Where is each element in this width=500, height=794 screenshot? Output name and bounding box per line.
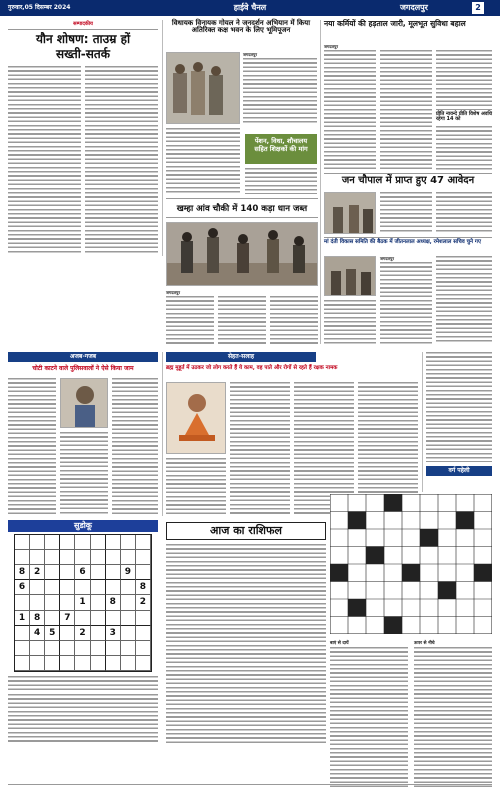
story5-body-a bbox=[380, 192, 432, 234]
sudoku-cell bbox=[60, 580, 75, 595]
ajab-section-label: अजब-गजब bbox=[69, 353, 97, 360]
story6-headline: मां दंती विकास समिति की बैठक में जीतनलाल अध्यक्ष, रमेशलाल सचिव चुने गए bbox=[324, 239, 481, 245]
sudoku-cell bbox=[60, 626, 75, 641]
page-number bbox=[472, 2, 484, 14]
sudoku-cell bbox=[60, 550, 75, 565]
col-rule-1 bbox=[162, 20, 163, 256]
sudoku-cell bbox=[121, 595, 136, 610]
crossword-down-clues bbox=[414, 647, 492, 787]
sudoku-cell: 5 bbox=[45, 626, 60, 641]
ajab-photo bbox=[60, 378, 108, 428]
sudoku-cell bbox=[75, 580, 90, 595]
health-headline: ब्रह्म मुहूर्त में उठकर जो लोग करते हैं ये काम, वह पाते और रोगों से रहते हैं रक्षक नामक bbox=[166, 365, 338, 371]
sudoku-cell bbox=[75, 656, 90, 671]
sudoku-cell bbox=[136, 626, 151, 641]
sudoku-cell: 8 bbox=[136, 580, 151, 595]
story1-body bbox=[243, 58, 317, 124]
sudoku-cell bbox=[45, 611, 60, 626]
sudoku-cell bbox=[30, 656, 45, 671]
story5-body-b bbox=[436, 192, 492, 234]
sudoku-cell bbox=[15, 535, 30, 550]
editorial-label: सम्पादकीय bbox=[73, 21, 93, 27]
story6-body-c bbox=[324, 300, 376, 344]
editorial-rule bbox=[8, 29, 158, 30]
sudoku-cell: 8 bbox=[30, 611, 45, 626]
footer-rule bbox=[8, 784, 492, 785]
sudoku-cell bbox=[91, 611, 106, 626]
sudoku-cell bbox=[60, 656, 75, 671]
sudoku-cell bbox=[91, 641, 106, 656]
sudoku-cell bbox=[60, 535, 75, 550]
health-body-a bbox=[230, 382, 290, 516]
sudoku-cell bbox=[75, 611, 90, 626]
sudoku-cell bbox=[121, 580, 136, 595]
sudoku-cell: 6 bbox=[75, 565, 90, 580]
story5-photo bbox=[324, 192, 376, 234]
ajab-body-b bbox=[60, 432, 108, 516]
story2-body-c bbox=[436, 50, 492, 110]
sudoku-cell bbox=[136, 641, 151, 656]
sudoku-cell bbox=[45, 535, 60, 550]
crossword-across-label: बाएं से दायें bbox=[330, 641, 349, 646]
story5-rule bbox=[324, 173, 492, 174]
sudoku-cell: 9 bbox=[121, 565, 136, 580]
story6-body-a bbox=[380, 262, 432, 344]
sudoku-cell bbox=[45, 641, 60, 656]
sudoku-cell bbox=[30, 641, 45, 656]
sudoku-cell: 8 bbox=[15, 565, 30, 580]
sudoku-cell: 3 bbox=[106, 626, 121, 641]
sudoku-cell bbox=[121, 626, 136, 641]
sudoku-grid bbox=[14, 534, 152, 672]
sudoku-cell bbox=[136, 550, 151, 565]
sudoku-cell bbox=[30, 550, 45, 565]
page-number-value: 2 bbox=[475, 3, 481, 12]
health-body-d bbox=[166, 458, 226, 516]
sudoku-cell bbox=[91, 550, 106, 565]
editorial-body-left bbox=[8, 66, 81, 254]
sudoku-cell bbox=[45, 595, 60, 610]
story6-rule bbox=[324, 237, 492, 238]
sudoku-cell: 8 bbox=[106, 595, 121, 610]
ajab-section-bar bbox=[8, 352, 158, 362]
header-date: गुरुवार,05 दिसम्बर 2024 bbox=[8, 4, 71, 11]
sudoku-cell bbox=[30, 535, 45, 550]
sudoku-cell bbox=[106, 565, 121, 580]
sudoku-cell bbox=[45, 550, 60, 565]
sudoku-cell: 7 bbox=[60, 611, 75, 626]
sudoku-cell bbox=[106, 611, 121, 626]
sudoku-cell: 2 bbox=[30, 565, 45, 580]
sudoku-cell bbox=[121, 641, 136, 656]
ajab-body-c bbox=[112, 378, 158, 516]
sudoku-cell bbox=[106, 550, 121, 565]
ajab-headline: चोटी काटने वाले पुलिसवालों ने ऐसे किया जाम bbox=[32, 365, 134, 372]
sudoku-cell bbox=[15, 550, 30, 565]
city-name: जगदलपुर bbox=[400, 3, 428, 12]
sudoku-cell: 2 bbox=[75, 626, 90, 641]
story3-body bbox=[245, 168, 317, 194]
sudoku-cell bbox=[45, 565, 60, 580]
story1-body-lower bbox=[166, 128, 240, 194]
sudoku-cell bbox=[136, 565, 151, 580]
story3-caption-box bbox=[245, 134, 317, 164]
sudoku-cell bbox=[121, 550, 136, 565]
story6-byline: जगदलपुर bbox=[380, 256, 394, 261]
sudoku-cell bbox=[30, 595, 45, 610]
sudoku-cell bbox=[106, 641, 121, 656]
sudoku-cell bbox=[15, 641, 30, 656]
editorial-headline: यौन शोषण: ताउम्र हों bbox=[35, 32, 131, 46]
sudoku-cell bbox=[91, 595, 106, 610]
sudoku-cell bbox=[106, 656, 121, 671]
brand-name: हाईवे चैनल bbox=[233, 3, 267, 12]
sudoku-cell bbox=[15, 595, 30, 610]
sudoku-cell bbox=[15, 626, 30, 641]
sudoku-cell bbox=[91, 656, 106, 671]
sudoku-cell bbox=[136, 535, 151, 550]
health-photo bbox=[166, 382, 226, 454]
sudoku-cell bbox=[60, 565, 75, 580]
sudoku-cell bbox=[75, 550, 90, 565]
crossword-across-clues bbox=[330, 647, 408, 787]
sudoku-cell: 1 bbox=[75, 595, 90, 610]
story7-body bbox=[436, 126, 492, 170]
crossword-title: वर्ग पहेली bbox=[448, 467, 470, 474]
story4-body-c bbox=[270, 296, 318, 344]
story4-banner bbox=[166, 198, 318, 218]
health-section-bar bbox=[166, 352, 316, 362]
sudoku-cell bbox=[75, 641, 90, 656]
sudoku-cell bbox=[60, 641, 75, 656]
editorial-headline-2: सख्ती-सतर्क bbox=[56, 47, 110, 61]
sudoku-cell bbox=[91, 580, 106, 595]
crossword-down-label: ऊपर से नीचे bbox=[414, 641, 435, 646]
sudoku-cell bbox=[30, 580, 45, 595]
story7-headline: प्रीति नावन्दे प्रीति विशेष अवधि रहेगा 14 को bbox=[436, 111, 492, 123]
sudoku-cell bbox=[15, 656, 30, 671]
story6-body-b bbox=[436, 256, 492, 344]
ajab-body-a bbox=[8, 378, 56, 516]
sudoku-cell bbox=[45, 580, 60, 595]
col-rule-2 bbox=[320, 20, 321, 344]
right-mid-body bbox=[426, 352, 492, 462]
sudoku-cell: 4 bbox=[30, 626, 45, 641]
story4-byline: जगदलपुर bbox=[166, 290, 180, 295]
rashifal-title-box bbox=[166, 522, 326, 540]
sudoku-cell bbox=[91, 626, 106, 641]
editorial-body-right bbox=[85, 66, 158, 254]
sudoku-cell bbox=[106, 535, 121, 550]
story5-headline: जन चौपाल में प्राप्त हुए 47 आवेदन bbox=[341, 175, 475, 186]
sudoku-cell bbox=[91, 565, 106, 580]
story3-caption: पेंशन, विधा, शौचालय सहित शिक्षकों की मांग bbox=[254, 137, 308, 153]
story1-headline: विधायक विनायक गोयल ने जनदर्शन अभियान में किया अतिरिक्त कक्ष भवन के लिए भूमिपूजन bbox=[171, 19, 311, 35]
crossword-grid bbox=[330, 494, 492, 634]
crossword-title-bar bbox=[426, 466, 492, 476]
story2-headline: नया कर्मियों की हड़ताल जारी, मूलभूत सुविधा बहाल bbox=[324, 19, 466, 28]
story2-byline: जगदलपुर bbox=[324, 44, 338, 49]
health-section-label: सेहत-सलाह bbox=[227, 353, 255, 360]
story4-headline: खम्हा आंव चौकी में 140 कड़ा धान जब्त bbox=[176, 204, 308, 214]
sudoku-cell: 1 bbox=[15, 611, 30, 626]
story1-byline: जगदलपुर bbox=[243, 52, 257, 57]
sudoku-cell bbox=[121, 656, 136, 671]
sudoku-cell bbox=[75, 535, 90, 550]
story1-photo bbox=[166, 52, 240, 124]
story2-body-a bbox=[324, 50, 376, 170]
col-rule-4 bbox=[422, 352, 423, 492]
sudoku-cell: 6 bbox=[15, 580, 30, 595]
sudoku-cell bbox=[136, 656, 151, 671]
sudoku-cell bbox=[121, 611, 136, 626]
rashifal-body bbox=[166, 544, 326, 744]
sudoku-cell bbox=[121, 535, 136, 550]
story4-body-a bbox=[166, 296, 214, 344]
rashifal-body-left bbox=[8, 694, 158, 744]
sudoku-cell bbox=[136, 611, 151, 626]
story4-photo bbox=[166, 222, 318, 286]
sudoku-cell bbox=[45, 656, 60, 671]
sudoku-cell: 2 bbox=[136, 595, 151, 610]
col-rule-3 bbox=[162, 352, 163, 516]
sudoku-instructions bbox=[8, 676, 158, 690]
sudoku-cell bbox=[60, 595, 75, 610]
sudoku-title: सुडोकू bbox=[74, 521, 92, 530]
story6-photo bbox=[324, 256, 376, 296]
sudoku-cell bbox=[91, 535, 106, 550]
sudoku-title-bar bbox=[8, 520, 158, 532]
story4-body-b bbox=[218, 296, 266, 344]
rashifal-title: आज का राशिफल bbox=[210, 524, 282, 537]
sudoku-cell bbox=[106, 580, 121, 595]
story2-body-b bbox=[380, 50, 432, 170]
